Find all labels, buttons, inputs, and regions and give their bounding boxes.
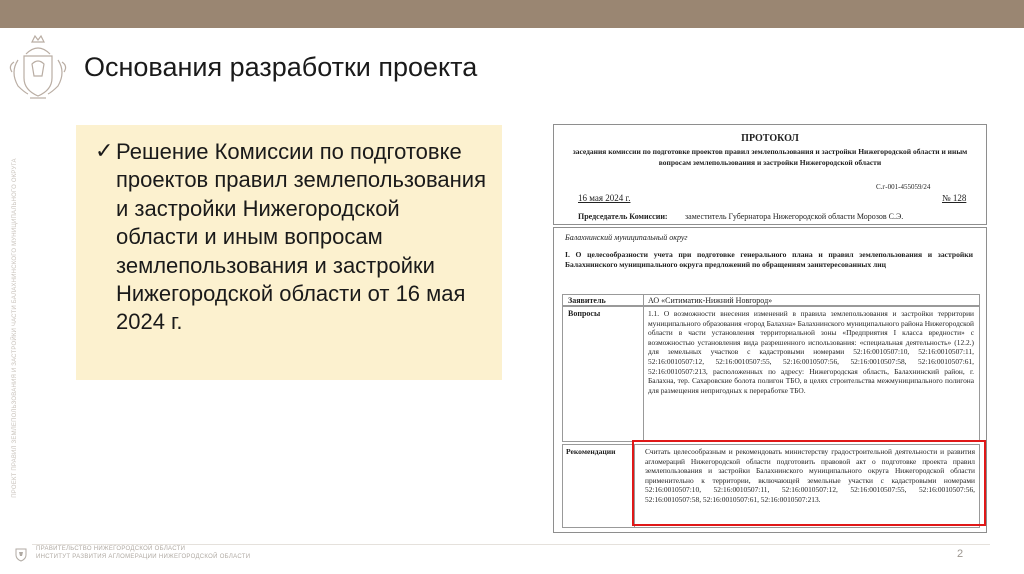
page-title: Основания разработки проекта (84, 52, 478, 82)
coat-of-arms-icon (6, 32, 70, 104)
recommendations-value: Считать целесообразным и рекомендовать министерству градостроительной деятельности и развития агломераций Нижегородской области подготовить правовой акт о подготовке проекта правил землепользования и застройки Балахнинского муниципального округа Нижегородской области применительно к территории, включающей земельные участки с кадастровыми номерами 52:16:0010507:10, 52:16:0010507:11, 52:16:0010507:12, 52:16:0010507:55, 52:16:0010507:56, 52:16:0010507:58, 52:16:0010507:61, 52:16:0010507:213. (645, 447, 975, 504)
protocol-number: № 128 (942, 193, 967, 203)
footer-government: ПРАВИТЕЛЬСТВО НИЖЕГОРОДСКОЙ ОБЛАСТИ (36, 546, 186, 552)
applicant-value: АО «Ситиматик-Нижний Новгород» (648, 296, 773, 305)
check-icon: ✓ (95, 138, 114, 163)
top-bar (0, 0, 1024, 28)
protocol-date: 16 мая 2024 г. (578, 193, 631, 203)
protocol-subtitle: заседания комиссии по подготовке проектов правил землепользования и застройки Нижегородской области и иным вопросам землепользования и застройки Нижегородской области (572, 147, 968, 167)
questions-label: Вопросы (568, 309, 601, 318)
bullet-text: Решение Комиссии по подготовке проектов правил землепользования и застройки Нижегородской области и иным вопросам землепользования и застройки Нижегородской области от 16 мая 2024 г. (116, 139, 487, 335)
side-caption-text: ПРОЕКТ ПРАВИЛ ЗЕМЛЕПОЛЬЗОВАНИЯ И ЗАСТРОЙКИ ЧАСТИ БАЛАХНИНСКОГО МУНИЦИПАЛЬНОГО ОКРУГА (12, 158, 18, 498)
recommendations-label: Рекомендации (566, 447, 616, 456)
applicant-label: Заявитель (568, 296, 606, 305)
section-heading: I. О целесообразности учета при подготовке генерального плана и правил землепользования и застройки Балахнинского муниципального округа предложений по обращениям заинтересованных лиц (565, 250, 973, 269)
protocol-title: ПРОТОКОЛ (741, 133, 799, 144)
recommendations-label-cell (562, 444, 635, 528)
protocol-header-scan (553, 124, 987, 225)
footer-emblem-icon (14, 546, 28, 562)
chairman-label: Председатель Комиссии: (578, 212, 668, 221)
district-name: Балахнинский муниципальный округ (565, 233, 688, 242)
side-caption (6, 118, 24, 538)
recommendation-highlight-frame (632, 440, 986, 526)
protocol-ref-number: С.г-001-455059/24 (876, 183, 931, 191)
footer-divider (32, 544, 990, 545)
chairman-value: заместитель Губернатора Нижегородской области Морозов С.Э. (685, 212, 904, 221)
questions-label-cell (562, 306, 644, 442)
footer-institute: ИНСТИТУТ РАЗВИТИЯ АГЛОМЕРАЦИИ НИЖЕГОРОДСКОЙ ОБЛАСТИ (36, 554, 251, 560)
questions-value: 1.1. О возможности внесения изменений в правила землепользования и застройки территории муниципального образования «город Балахна» Балахнинского муниципального района Нижегородской области в части установления территориальной зоны «Предприятия I класса вредности» с возможностью установления вида разрешенного использования: «специальная деятельность» (12.2.) для земельных участков с кадастровыми номерами 52:16:0010507:10, 52:16:0010507:11, 52:16:0010507:12, 52:16:0010507:55, 52:16:0010507:56, 52:16:0010507:58, 52:16:0010507:61, 52:16:0010507:213, расположенных по адресу: Нижегородская область, Балахнинский район, г. Балахна, тер. Сахаровские болота полигон ТБО, в целях строительства межмуниципального полигона для размещения непригодных к переработке ТБО. (648, 309, 974, 395)
page-number: 2 (957, 548, 964, 560)
